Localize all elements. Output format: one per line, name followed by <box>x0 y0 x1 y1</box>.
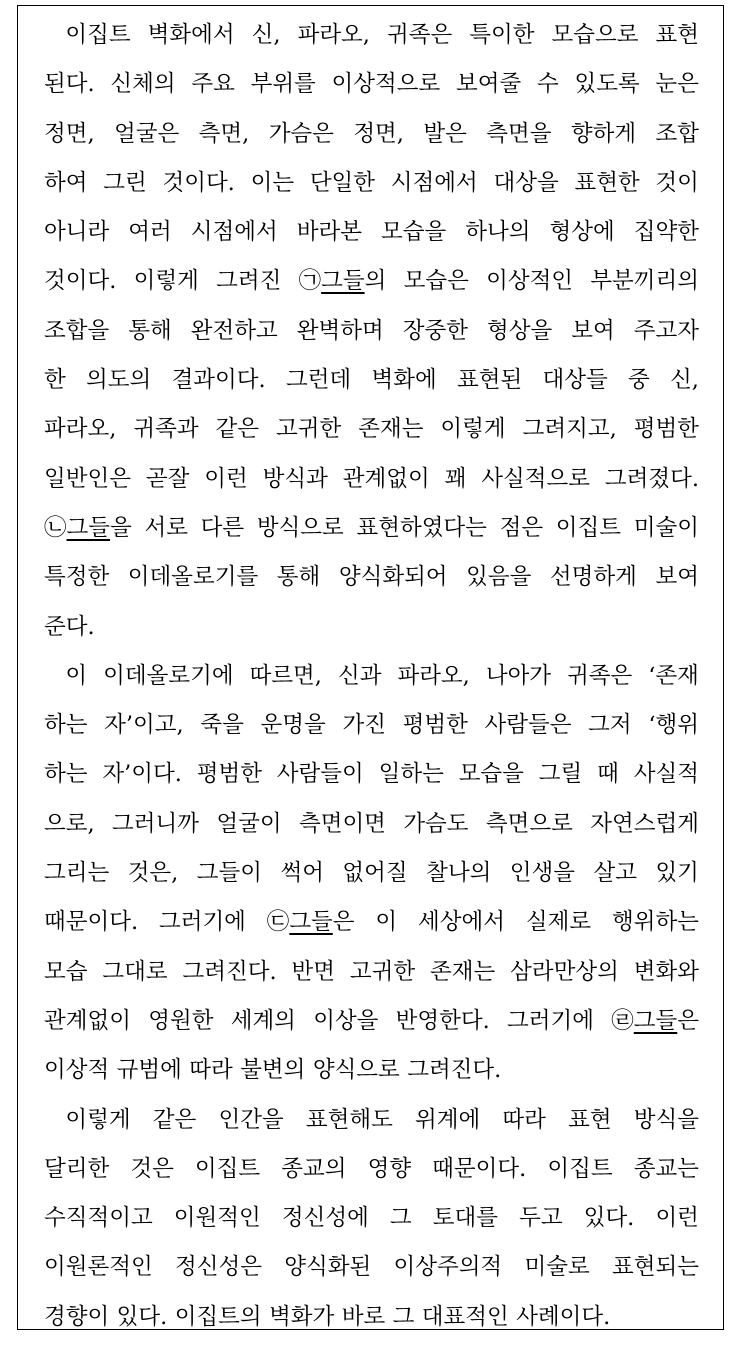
paragraph <box>44 11 699 652</box>
word: 평범한 <box>196 761 262 788</box>
word: 그릴 <box>538 761 583 788</box>
passage-line <box>44 356 699 405</box>
word: 벽화에서 <box>147 22 235 48</box>
word: 세상에서 <box>418 909 505 936</box>
word: 집약한 <box>633 219 699 246</box>
word: 죽을 <box>200 712 244 739</box>
word: 사실적으로 <box>481 465 590 492</box>
word: 신, <box>670 367 699 394</box>
word: 양식화되어 <box>338 564 448 591</box>
word: 바로 <box>341 1303 386 1330</box>
word: 파라오, <box>44 416 117 443</box>
word: 표현된 <box>456 367 523 394</box>
passage-line <box>44 1096 699 1145</box>
word: 주고자 <box>633 317 699 344</box>
word: 조합 <box>655 120 699 147</box>
passage-line <box>44 652 699 701</box>
word: 때문이다. <box>44 909 139 936</box>
word: 이데올로기에 <box>103 662 234 689</box>
word: 종교는 <box>633 1155 699 1182</box>
passage-line <box>44 701 699 750</box>
word: 이데올로기를 <box>127 564 259 591</box>
word: 이상주의적 <box>393 1254 503 1281</box>
word: 주요 <box>191 71 235 98</box>
word: 된다. <box>44 71 95 98</box>
word: 그 <box>389 1205 412 1232</box>
word: 정신성에 <box>281 1205 369 1232</box>
underlined-term: 그들 <box>633 1007 678 1034</box>
word: 대상을 <box>493 169 559 196</box>
word: 세계의 <box>230 1007 296 1034</box>
word: ㉡그들을 <box>44 504 132 553</box>
word: 이 <box>375 909 398 936</box>
word: 이집트 <box>65 22 131 48</box>
word: 가슴도 <box>403 810 469 837</box>
word: 일반인은 <box>44 465 131 492</box>
word: 썩어 <box>280 860 324 887</box>
word: 귀족과 <box>133 416 199 443</box>
word: 운명을 <box>260 712 326 739</box>
word: 하는 <box>44 761 88 788</box>
word: 자’이고, <box>104 712 184 739</box>
word: 측면, <box>198 120 250 147</box>
word: 으로, <box>44 810 95 837</box>
word: 이런 <box>655 1205 699 1232</box>
word: 이집트 <box>194 1155 261 1182</box>
word: 선명하게 <box>549 564 637 591</box>
passage-line <box>44 1194 699 1243</box>
word: 인간을 <box>218 1106 284 1133</box>
word: 것이 <box>655 169 699 196</box>
word: 한 <box>44 367 66 394</box>
word: 이렇게 <box>65 1106 131 1133</box>
word: 측면으로 <box>485 810 573 837</box>
word: 이렇게 <box>440 416 506 443</box>
word: 발은 <box>423 120 467 147</box>
word: 대상들 <box>542 367 608 394</box>
word: 이원적인 <box>173 1205 261 1232</box>
word: 표현하였다는 <box>356 514 487 541</box>
word: 살고 <box>593 860 637 887</box>
word: 이원론적인 <box>44 1254 153 1281</box>
word: 두고 <box>519 1205 563 1232</box>
word: 수 <box>536 71 559 98</box>
circled-marker: ㉢ <box>266 909 290 936</box>
word: 부분끼리의 <box>590 268 699 295</box>
word: 그러니까 <box>112 810 199 837</box>
passage-line <box>44 405 699 454</box>
word: 모습 <box>44 958 88 985</box>
word: 나아가 <box>485 662 552 689</box>
circled-marker: ㉡ <box>44 514 67 541</box>
passage-line <box>44 553 699 602</box>
word: 변화와 <box>633 958 699 985</box>
word: 결과이다. <box>171 367 266 394</box>
word: 따르면, <box>249 662 322 689</box>
word: 없어질 <box>342 860 408 887</box>
word: 얼굴은 <box>114 120 180 147</box>
word: 사람들은 <box>484 712 572 739</box>
word: 그저 <box>588 712 632 739</box>
word: 정신성은 <box>174 1254 262 1281</box>
underlined-term: 그들 <box>66 514 110 541</box>
passage-line <box>44 11 699 60</box>
paragraph <box>44 652 699 1096</box>
word: 있다. <box>583 1205 635 1232</box>
word: 얼굴이 <box>216 810 282 837</box>
word: 있도록 <box>574 71 640 98</box>
word: 벽화에 <box>371 367 437 394</box>
word: 모습은 <box>403 268 469 295</box>
word: 신, <box>251 22 281 48</box>
passage-text <box>44 11 699 1342</box>
passage-line <box>44 750 699 799</box>
word: 때문이다. <box>432 1155 527 1182</box>
word: 따라 <box>189 1057 233 1084</box>
word: 그린 <box>103 169 147 196</box>
word: 방식과 <box>262 465 328 492</box>
word: ㉣그들은 <box>611 997 699 1046</box>
word: 시점에서 <box>190 219 278 246</box>
passage-line <box>44 800 699 849</box>
underlined-term: 그들 <box>321 268 365 295</box>
word: 귀족은 <box>386 22 453 48</box>
passage-line <box>44 948 699 997</box>
word: 귀족은 <box>567 662 633 689</box>
paragraph <box>44 1096 699 1342</box>
word: 이집트 <box>547 1155 613 1182</box>
circled-marker: ㉠ <box>298 268 322 295</box>
word: 모습을 <box>381 219 447 246</box>
word: 자연스럽게 <box>590 810 699 837</box>
word: 통해 <box>276 564 321 591</box>
word: 그러기에 <box>158 909 246 936</box>
word: 다른 <box>200 514 245 541</box>
word: 방식으로 <box>256 514 344 541</box>
word: 의도의 <box>86 367 152 394</box>
word: ㉢그들은 <box>267 898 355 947</box>
word: 것은, <box>127 860 179 887</box>
word: 정면, <box>353 120 404 147</box>
passage-line <box>44 257 699 306</box>
word: 그려진다. <box>407 1057 502 1084</box>
passage-line <box>44 1145 699 1194</box>
word: 꽤 <box>444 465 467 492</box>
word: 그대로 <box>102 958 168 985</box>
word: 불변의 <box>240 1057 306 1084</box>
word: 그려졌다. <box>604 465 699 492</box>
word: 파라오, <box>297 22 370 48</box>
word: 모습을 <box>458 761 524 788</box>
word: 여러 <box>128 219 172 246</box>
word: 곧잘 <box>145 465 190 492</box>
word: 이 <box>65 662 88 689</box>
word: 그려진다. <box>182 958 277 985</box>
word: 관계없이 <box>44 1007 131 1034</box>
word: 그리는 <box>44 860 110 887</box>
word: 양식으로 <box>312 1057 400 1084</box>
passage-line <box>44 849 699 898</box>
word: 평범한 <box>633 416 699 443</box>
passage-line <box>44 504 699 553</box>
word: 눈은 <box>655 71 699 98</box>
word: 장중한 <box>402 317 468 344</box>
word: 서로 <box>144 514 188 541</box>
passage-line <box>44 1046 699 1095</box>
word: 형상을 <box>486 317 553 344</box>
word: 고귀한 <box>276 416 342 443</box>
word: 있음을 <box>466 564 532 591</box>
word: ‘존재 <box>648 662 699 689</box>
word: 그런데 <box>285 367 352 394</box>
word: 하여 <box>44 169 88 196</box>
word: 종교의 <box>281 1155 347 1182</box>
word: 이상적으로 <box>331 71 441 98</box>
word: 영원한 <box>148 1007 214 1034</box>
word: 그러기에 <box>507 1007 594 1034</box>
word: 이집트의 <box>174 1303 262 1330</box>
word: 바라본 <box>296 219 362 246</box>
word: 표현 <box>655 22 699 48</box>
word: 행위하는 <box>611 909 699 936</box>
word: 것이다. <box>162 169 235 196</box>
word: 중 <box>628 367 650 394</box>
word: 삼라만상의 <box>510 958 619 985</box>
word: 대표적인 <box>421 1303 509 1330</box>
word: 아니라 <box>44 219 110 246</box>
word: 통해 <box>128 317 172 344</box>
word: 가슴은 <box>268 120 334 147</box>
word: 존재는 <box>358 416 424 443</box>
word: 인생을 <box>509 860 576 887</box>
word: 사람들이 <box>276 761 364 788</box>
word: 달리한 <box>44 1155 110 1182</box>
word: 사실적 <box>633 761 699 788</box>
word: 경향이 <box>44 1303 110 1330</box>
word: 이런 <box>204 465 248 492</box>
passage-line <box>44 455 699 504</box>
word: 완전하고 <box>190 317 278 344</box>
circled-marker: ㉣ <box>611 1007 634 1034</box>
word: ‘행위 <box>648 712 699 739</box>
word: 특이한 <box>469 22 535 48</box>
word: 향하게 <box>570 120 637 147</box>
passage-line <box>44 603 699 652</box>
word: 표현한 <box>574 169 640 196</box>
word: 하나의 <box>465 219 531 246</box>
word: 그려진 <box>216 268 282 295</box>
word: 것은 <box>130 1155 174 1182</box>
word: 일하는 <box>378 761 444 788</box>
word: 보여줄 <box>455 71 522 98</box>
word: 같은 <box>152 1106 197 1133</box>
word: 형상에 <box>549 219 615 246</box>
word: 평범한 <box>402 712 468 739</box>
word: 부위를 <box>250 71 316 98</box>
word: 이렇게 <box>133 268 199 295</box>
word: 파라오, <box>397 662 470 689</box>
word: 때 <box>597 761 619 788</box>
word: 미술이 <box>633 514 699 541</box>
word: 준다. <box>44 613 95 640</box>
word: 단일한 <box>309 169 376 196</box>
word: 관계없이 <box>342 465 430 492</box>
word: 가진 <box>342 712 386 739</box>
word: 표현해도 <box>305 1106 393 1133</box>
passage-line <box>44 1243 699 1292</box>
word: 이상적 <box>44 1057 110 1084</box>
word: 사례이다. <box>516 1303 611 1330</box>
passage-line <box>44 1293 699 1342</box>
word: 있다. <box>116 1303 168 1330</box>
word: 같은 <box>215 416 260 443</box>
word: 실제로 <box>525 909 592 936</box>
word: 있기 <box>655 860 699 887</box>
word: 점은 <box>499 514 544 541</box>
passage-line <box>44 307 699 356</box>
word: 규범에 <box>116 1057 182 1084</box>
underlined-term: 그들 <box>289 909 333 936</box>
word: 수직적이고 <box>44 1205 153 1232</box>
word: 찰나의 <box>426 860 492 887</box>
word: 이상을 <box>313 1007 379 1034</box>
word: 영향 <box>367 1155 412 1182</box>
word: 위계에 <box>415 1106 481 1133</box>
word: 표현되는 <box>611 1254 699 1281</box>
word: 것이다. <box>44 268 117 295</box>
word: 정면, <box>44 120 95 147</box>
word: 따라 <box>502 1106 546 1133</box>
passage-line <box>44 898 699 947</box>
passage-line <box>44 997 699 1046</box>
word: 반영한다. <box>395 1007 490 1034</box>
word: 이는 <box>250 169 295 196</box>
passage-line <box>44 208 699 257</box>
word: 측면이면 <box>298 810 386 837</box>
word: 보여 <box>655 564 699 591</box>
word: 양식화된 <box>284 1254 372 1281</box>
word: 조합을 <box>44 317 110 344</box>
passage-line <box>44 159 699 208</box>
word: 자’이다. <box>102 761 182 788</box>
word: 토대를 <box>432 1205 498 1232</box>
word: 이상적인 <box>486 268 574 295</box>
word: 미술로 <box>524 1254 590 1281</box>
word: 특정한 <box>44 564 110 591</box>
word: 반면 <box>291 958 335 985</box>
word: 벽화가 <box>269 1303 335 1330</box>
word: 신과 <box>337 662 382 689</box>
word: 그려지고, <box>522 416 617 443</box>
word: 방식을 <box>633 1106 699 1133</box>
word: 보여 <box>571 317 615 344</box>
word: ㉠그들의 <box>299 257 387 306</box>
word: 모습으로 <box>551 22 639 48</box>
word: 신체의 <box>110 71 176 98</box>
word: 그들이 <box>196 860 262 887</box>
word: 고귀한 <box>349 958 416 985</box>
word: 하는 <box>44 712 88 739</box>
word: 완벽하며 <box>296 317 384 344</box>
word: 그 <box>392 1303 415 1330</box>
passage-line <box>44 110 699 159</box>
word: 표현 <box>568 1106 612 1133</box>
word: 존재는 <box>430 958 496 985</box>
word: 시점에서 <box>390 169 478 196</box>
word: 측면을 <box>486 120 552 147</box>
word: 이집트 <box>555 514 622 541</box>
passage-line <box>44 60 699 109</box>
